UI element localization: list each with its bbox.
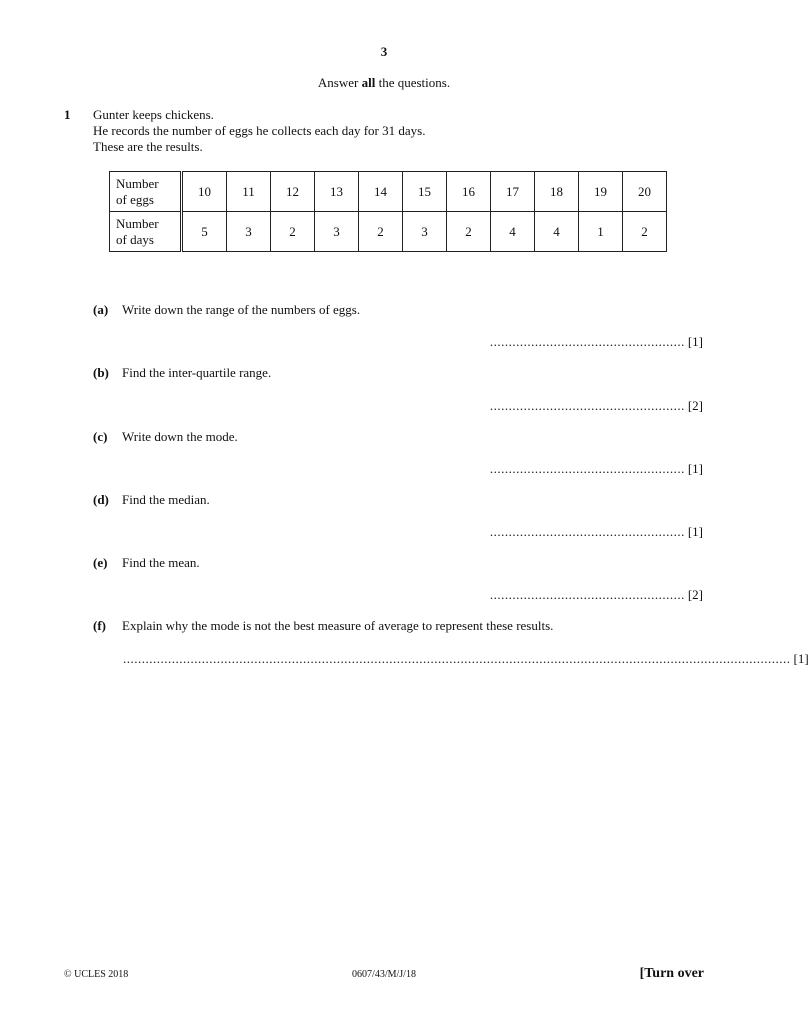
table-cell-days: 2 [359, 212, 403, 252]
instruction-bold: all [361, 75, 376, 90]
answer-line-long[interactable] [123, 651, 809, 667]
row-header-line: Number [116, 175, 159, 191]
part-text: Find the inter-quartile range. [122, 365, 272, 380]
table-cell-eggs: 13 [315, 172, 359, 212]
part-label: (e) [93, 555, 108, 570]
question-stem-line: Gunter keeps chickens. [93, 107, 214, 122]
instruction-after: the questions. [375, 75, 451, 90]
question-stem-line: He records the number of eggs he collects each day for 31 days. [93, 123, 426, 138]
table-cell-days: 4 [491, 212, 535, 252]
footer-copyright: © UCLES 2018 [64, 969, 129, 980]
row-header-days [110, 212, 182, 252]
answer-dots: .................................................................................................................................................................................. [123, 651, 791, 666]
table-cell-eggs: 16 [447, 172, 491, 212]
answer-dots: .................................................... [489, 587, 685, 602]
mark-allocation: [1] [687, 524, 703, 539]
answer-line[interactable] [490, 461, 703, 477]
table-cell-eggs: 10 [182, 172, 227, 212]
row-header-line: of days [116, 231, 154, 247]
part-text: Explain why the mode is not the best measure of average to represent these results. [122, 618, 554, 633]
mark-allocation: [1] [793, 651, 809, 666]
table-row-days [110, 212, 667, 252]
answer-dots: .................................................... [489, 398, 685, 413]
part-label: (a) [93, 302, 109, 317]
table-cell-eggs: 11 [227, 172, 271, 212]
page-number: 3 [380, 44, 388, 59]
table-cell-eggs: 15 [403, 172, 447, 212]
answer-dots: .................................................... [489, 524, 685, 539]
part-label: (d) [93, 492, 109, 507]
footer-turn-over: [Turn over [639, 966, 704, 981]
table-cell-eggs: 12 [271, 172, 315, 212]
table-cell-eggs: 19 [579, 172, 623, 212]
answer-line[interactable] [490, 398, 703, 414]
answer-dots: .................................................... [489, 461, 685, 476]
table-cell-days: 5 [182, 212, 227, 252]
mark-allocation: [2] [687, 398, 703, 413]
answer-line[interactable] [490, 587, 703, 603]
table-cell-days: 1 [579, 212, 623, 252]
mark-allocation: [1] [687, 334, 703, 349]
table-cell-eggs: 14 [359, 172, 403, 212]
answer-dots: .................................................... [489, 334, 685, 349]
table-cell-days: 3 [315, 212, 359, 252]
table-cell-days: 4 [535, 212, 579, 252]
footer-paper-code: 0607/43/M/J/18 [352, 969, 416, 980]
part-label: (b) [93, 365, 109, 380]
part-label: (c) [93, 429, 108, 444]
row-header-eggs [110, 172, 182, 212]
table-cell-eggs: 17 [491, 172, 535, 212]
table-cell-days: 3 [227, 212, 271, 252]
eggs-frequency-table [109, 171, 667, 252]
question-number: 1 [64, 107, 71, 122]
table-cell-days: 2 [447, 212, 491, 252]
mark-allocation: [1] [687, 461, 703, 476]
mark-allocation: [2] [687, 587, 703, 602]
part-label: (f) [93, 618, 106, 633]
row-header-line: of eggs [116, 191, 154, 207]
part-text: Find the mean. [122, 555, 200, 570]
table-row-eggs [110, 172, 667, 212]
answer-line[interactable] [490, 524, 703, 540]
part-text: Find the median. [122, 492, 210, 507]
instruction [0, 75, 768, 91]
row-header-line: Number [116, 215, 159, 231]
table-cell-days: 2 [623, 212, 667, 252]
answer-line[interactable] [490, 334, 703, 350]
part-text: Write down the mode. [122, 429, 238, 444]
table-cell-days: 2 [271, 212, 315, 252]
instruction-before: Answer [317, 75, 362, 90]
table-cell-eggs: 18 [535, 172, 579, 212]
table-cell-days: 3 [403, 212, 447, 252]
question-stem-line: These are the results. [93, 139, 203, 154]
table-cell-eggs: 20 [623, 172, 667, 212]
part-text: Write down the range of the numbers of eggs. [122, 302, 361, 317]
